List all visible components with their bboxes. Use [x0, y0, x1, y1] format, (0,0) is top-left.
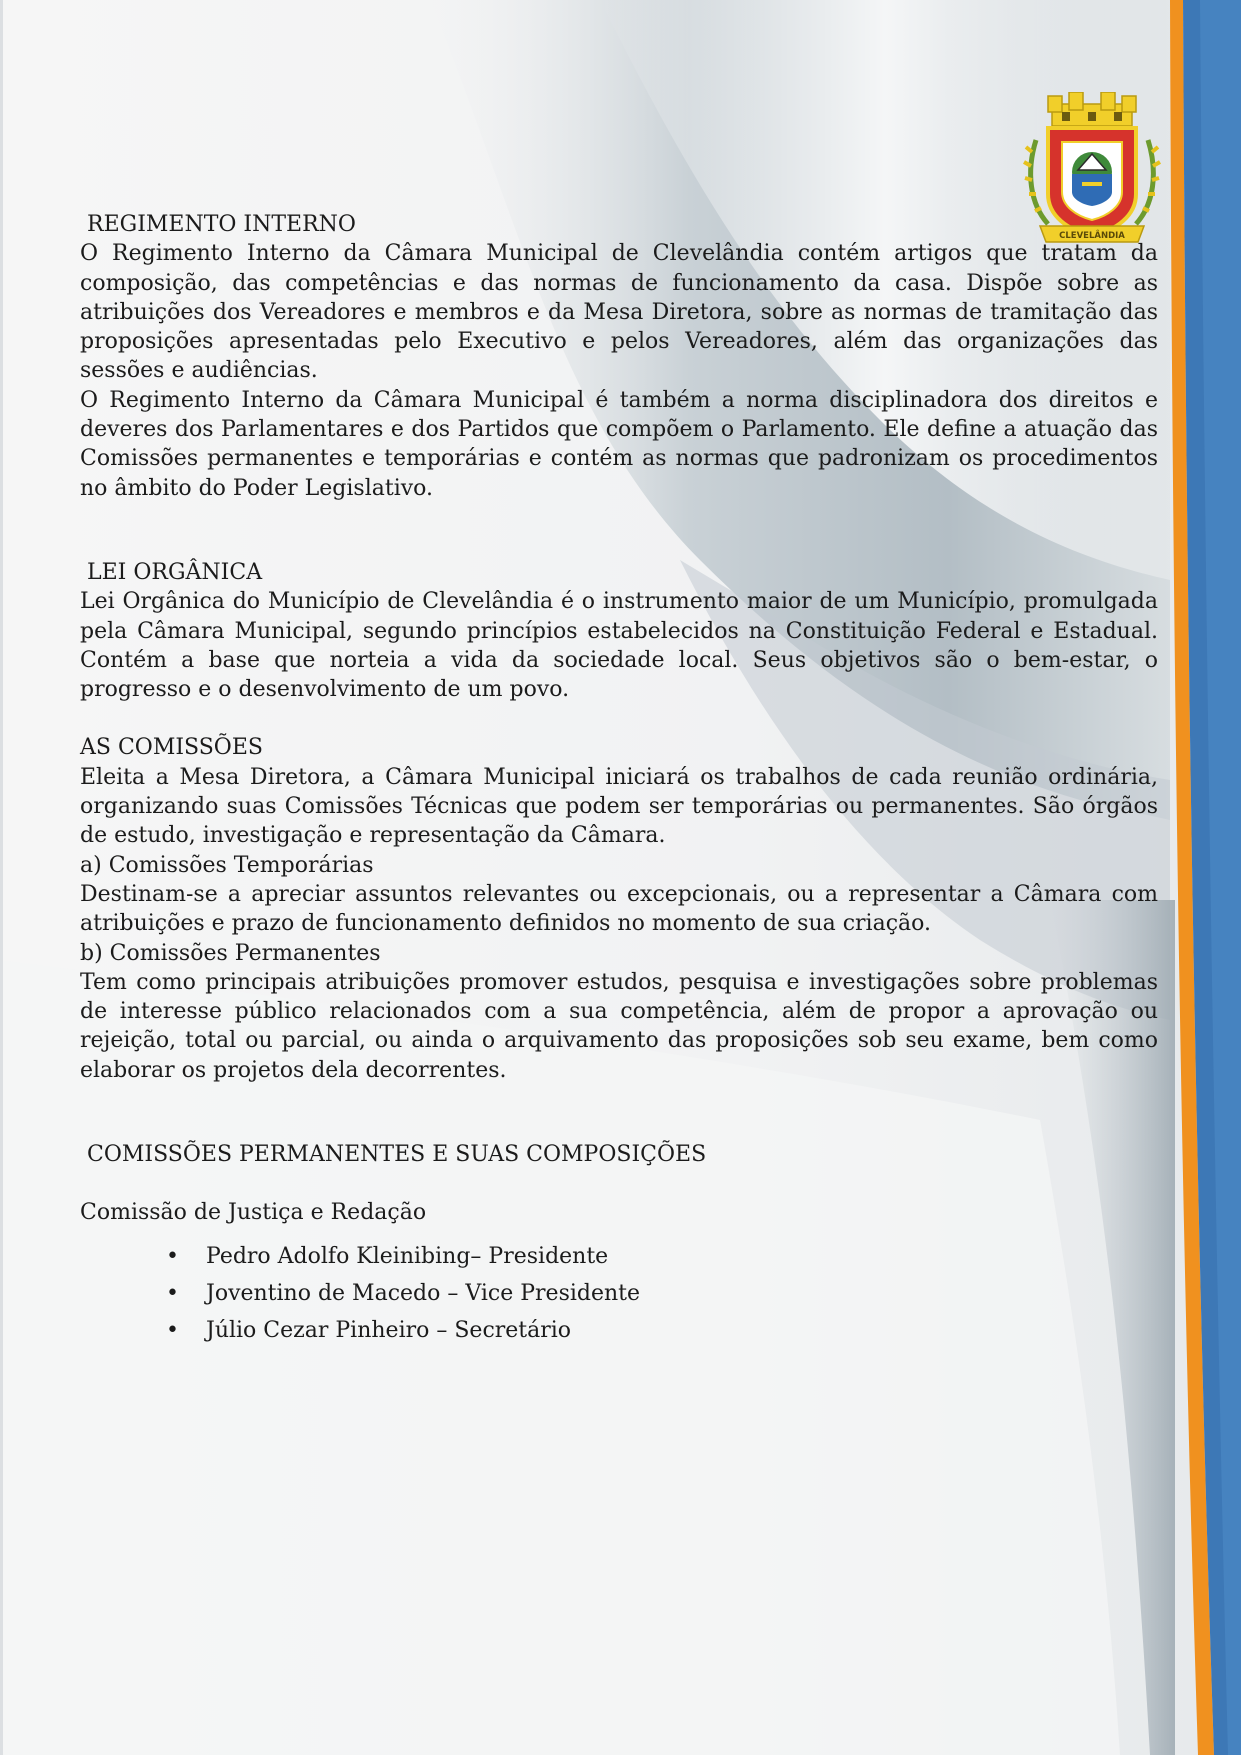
committee-members-list	[80, 1238, 1158, 1349]
bullet-icon: •	[166, 1317, 179, 1343]
member-name: Joventino de Macedo – Vice Presidente	[206, 1280, 641, 1306]
temporarias-text: Destinam-se a apreciar assuntos relevantes ou excepcionais, ou a representar a Câmara com atribuições e prazo de funcionamento definidos no momento de sua criação.	[80, 881, 1158, 937]
temporarias-subtitle: a) Comissões Temporárias	[80, 852, 374, 878]
bullet-icon: •	[166, 1243, 179, 1269]
permanentes-text: Tem como principais atribuições promover estudos, pesquisa e investigações sobre problemas de interesse público relacionados com a sua competência, além de propor a aprovação ou rejeição, total ou parcial, ou ainda o arquivamento das proposições sob seu exame, bem como elaborar os projetos dela decorrentes.	[80, 969, 1158, 1083]
comissoes-paragraph: Eleita a Mesa Diretora, a Câmara Municipal iniciará os trabalhos de cada reunião ordinária, organizando suas Comissões Técnicas que podem ser temporárias ou permanentes. São órgãos de estudo, investigação e representação da Câmara.	[80, 764, 1158, 849]
bullet-icon: •	[166, 1280, 179, 1306]
committee-name: Comissão de Justiça e Redação	[80, 1200, 427, 1226]
lei-organica-title: LEI ORGÂNICA	[87, 559, 263, 585]
composicoes-title: COMISSÕES PERMANENTES E SUAS COMPOSIÇÕES	[87, 1142, 707, 1168]
lei-organica-paragraph: Lei Orgânica do Município de Clevelândia é o instrumento maior de um Município, promulgada pela Câmara Municipal, segundo princípios estabelecidos na Constituição Federal e Estadual. Contém a base que norteia a vida da sociedade local. Seus objetivos são o bem-estar, o progresso e o desenvolvimento de um povo.	[80, 589, 1158, 703]
member-name: Júlio Cezar Pinheiro – Secretário	[206, 1317, 572, 1343]
regimento-paragraph-2: O Regimento Interno da Câmara Municipal é também a norma disciplinadora dos direitos e deveres dos Parlamentares e dos Partidos que compõem o Parlamento. Ele define a atuação das Comissões permanentes e temporárias e contém as normas que padronizam os procedimentos no âmbito do Poder Legislativo.	[80, 387, 1158, 501]
document-body	[80, 210, 1158, 1349]
list-item	[166, 1238, 1158, 1275]
list-item	[166, 1312, 1158, 1349]
regimento-paragraph-1: O Regimento Interno da Câmara Municipal de Clevelândia contém artigos que tratam da composição, das competências e das normas de funcionamento da casa. Dispõe sobre as atribuições dos Vereadores e membros e da Mesa Diretora, sobre as normas de tramitação das proposições apresentadas pelo Executivo e pelos Vereadores, além das organizações das sessões e audiências.	[80, 241, 1158, 384]
member-name: Pedro Adolfo Kleinibing– Presidente	[206, 1243, 609, 1269]
permanentes-subtitle: b) Comissões Permanentes	[80, 940, 381, 966]
list-item	[166, 1275, 1158, 1312]
comissoes-title: AS COMISSÕES	[80, 735, 263, 761]
crest-caption: CLEVELÂNDIA	[1059, 231, 1125, 241]
regimento-title: REGIMENTO INTERNO	[87, 212, 356, 237]
